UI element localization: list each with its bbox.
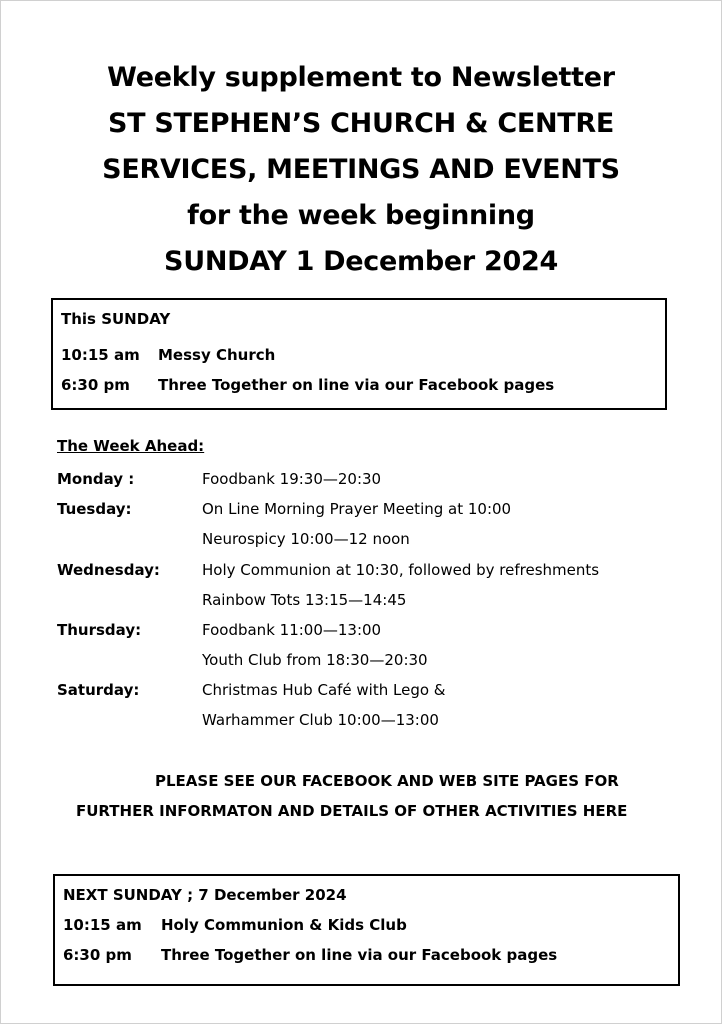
- this-sunday-box: [51, 298, 667, 410]
- title-line-5: SUNDAY 1 December 2024: [164, 246, 558, 277]
- service-event: Messy Church: [158, 346, 276, 364]
- next-sunday-box: [53, 874, 680, 986]
- title-line-3: SERVICES, MEETINGS AND EVENTS: [102, 154, 620, 185]
- next-sunday-service-2: [63, 946, 557, 964]
- next-sunday-heading: NEXT SUNDAY ; 7 December 2024: [63, 886, 347, 904]
- service-event: Holy Communion & Kids Club: [161, 916, 407, 934]
- week-day: Tuesday:: [57, 500, 132, 518]
- week-day: Thursday:: [57, 621, 142, 639]
- notice-line-2: FURTHER INFORMATON AND DETAILS OF OTHER ACTIVITIES HERE: [76, 802, 628, 820]
- service-event: Three Together on line via our Facebook pages: [158, 376, 555, 394]
- week-ahead-section: [57, 437, 600, 729]
- title-line-1: Weekly supplement to Newsletter: [107, 62, 615, 93]
- week-day: Monday :: [57, 470, 135, 488]
- this-sunday-heading: This SUNDAY: [61, 310, 171, 328]
- week-event: Holy Communion at 10:30, followed by refreshments: [202, 561, 600, 579]
- notice-line-1: PLEASE SEE OUR FACEBOOK AND WEB SITE PAGES FOR: [155, 772, 619, 790]
- service-time: 6:30 pm: [63, 946, 132, 964]
- week-event: Neurospicy 10:00—12 noon: [202, 530, 410, 548]
- this-sunday-service-2: [61, 376, 554, 394]
- service-time: 6:30 pm: [61, 376, 130, 394]
- newsletter-title: [0, 55, 722, 285]
- week-event: Foodbank 19:30—20:30: [202, 470, 382, 488]
- week-event: On Line Morning Prayer Meeting at 10:00: [202, 500, 512, 518]
- service-time: 10:15 am: [63, 916, 142, 934]
- next-sunday-service-1: [63, 916, 407, 934]
- week-event: Rainbow Tots 13:15—14:45: [202, 591, 407, 609]
- this-sunday-service-1: [61, 346, 275, 364]
- service-time: 10:15 am: [61, 346, 140, 364]
- week-event: Warhammer Club 10:00—13:00: [202, 711, 439, 729]
- week-ahead-heading: The Week Ahead:: [57, 437, 205, 455]
- week-day: Wednesday:: [57, 561, 160, 579]
- week-day: Saturday:: [57, 681, 140, 699]
- week-event: Foodbank 11:00—13:00: [202, 621, 382, 639]
- week-event: Christmas Hub Café with Lego &: [202, 681, 446, 699]
- title-line-4: for the week beginning: [187, 200, 535, 231]
- week-event: Youth Club from 18:30—20:30: [202, 651, 428, 669]
- title-line-2: ST STEPHEN’S CHURCH & CENTRE: [107, 108, 615, 139]
- service-event: Three Together on line via our Facebook pages: [161, 946, 558, 964]
